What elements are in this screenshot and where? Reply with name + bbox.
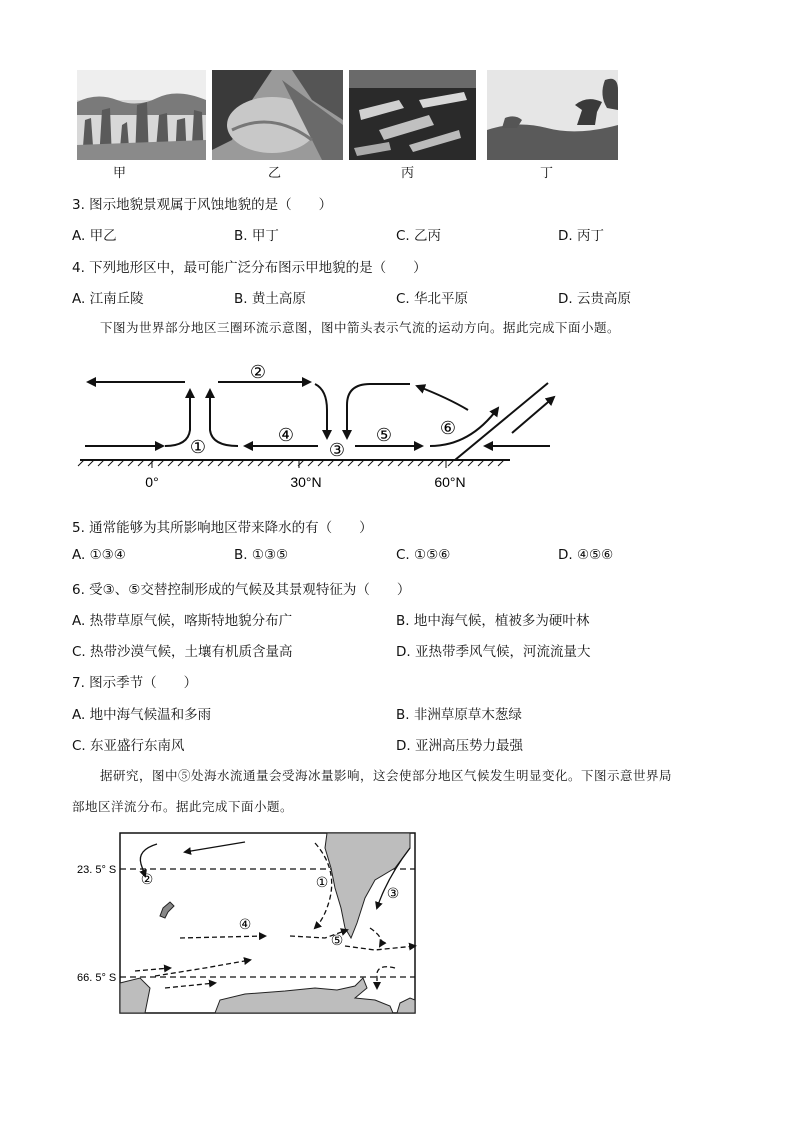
circulation-label-6: ⑥ [439,418,457,438]
map-label-3: ③ [386,885,400,901]
circulation-label-3: ③ [328,440,346,460]
q3-stem: 3. 图示地貌景观属于风蚀地貌的是（ ） [72,197,333,213]
q6-option-c: C. 热带沙漠气候，土壤有机质含量高 [72,644,293,660]
q6-option-d: D. 亚热带季风气候，河流流量大 [396,644,591,660]
map-label-4: ④ [238,916,252,932]
q5-option-a: A. ①③④ [72,547,126,563]
q3-option-b: B. 甲丁 [234,228,279,244]
q5-option-b: B. ①③⑤ [234,547,289,563]
map-lat-23-5s: 23. 5° S [77,864,117,876]
q7-option-b: B. 非洲草原草木葱绿 [396,707,522,723]
photo-ding [487,70,618,160]
photo-jia [77,70,206,160]
intro-ocean-current-line1: 据研究，图中⑤处海水流通量会受海冰量影响，这会使部分地区气候发生明显变化。下图示意世界局 [100,768,673,783]
map-label-1: ① [315,874,329,890]
q6-option-a: A. 热带草原气候，喀斯特地貌分布广 [72,613,293,629]
intro-ocean-current-line2: 部地区洋流分布。据此完成下面小题。 [72,799,294,814]
map-label-5: ⑤ [330,932,344,948]
canyon-image [212,70,343,160]
mushroom-rock-image [487,70,618,160]
q5-option-c: C. ①⑤⑥ [396,547,451,563]
photo-caption-jia: 甲 [113,166,127,181]
q6-option-b: B. 地中海气候，植被多为硬叶林 [396,613,590,629]
atmospheric-circulation-diagram [70,350,570,495]
q4-option-d: D. 云贵高原 [558,291,631,307]
circulation-label-5: ⑤ [375,425,393,445]
q6-stem: 6. 受③、⑤交替控制形成的气候及其景观特征为（ ） [72,582,411,598]
q3-option-c: C. 乙丙 [396,228,442,244]
photo-caption-yi: 乙 [268,166,282,181]
q5-option-d: D. ④⑤⑥ [558,547,614,563]
q7-option-a: A. 地中海气候温和多雨 [72,707,212,723]
map-lat-66-5s: 66. 5° S [77,972,117,984]
lat-label-30n: 30°N [290,474,322,490]
circulation-label-2: ② [249,362,267,382]
circulation-label-4: ④ [277,425,295,445]
lat-label-0: 0° [145,474,159,490]
yardang-image [349,70,476,160]
map-label-2: ② [140,871,154,887]
q4-option-b: B. 黄土高原 [234,291,306,307]
q4-stem: 4. 下列地形区中，最可能广泛分布图示甲地貌的是（ ） [72,260,427,276]
q7-stem: 7. 图示季节（ ） [72,675,198,691]
q3-option-a: A. 甲乙 [72,228,117,244]
intro-circulation: 下图为世界部分地区三圈环流示意图，图中箭头表示气流的运动方向。据此完成下面小题。 [100,320,621,335]
lat-label-60n: 60°N [434,474,466,490]
photo-bing [349,70,476,160]
photo-caption-ding: 丁 [540,166,554,181]
q4-option-c: C. 华北平原 [396,291,469,307]
q7-option-d: D. 亚洲高压势力最强 [396,738,523,754]
q3-option-d: D. 丙丁 [558,228,604,244]
q7-option-c: C. 东亚盛行东南风 [72,738,185,754]
q5-stem: 5. 通常能够为其所影响地区带来降水的有（ ） [72,520,373,536]
photo-caption-bing: 丙 [401,166,415,181]
circulation-label-1: ① [189,437,207,457]
photo-yi [212,70,343,160]
ocean-current-map [75,828,420,1018]
karst-stone-forest-image [77,70,206,160]
q4-option-a: A. 江南丘陵 [72,291,144,307]
